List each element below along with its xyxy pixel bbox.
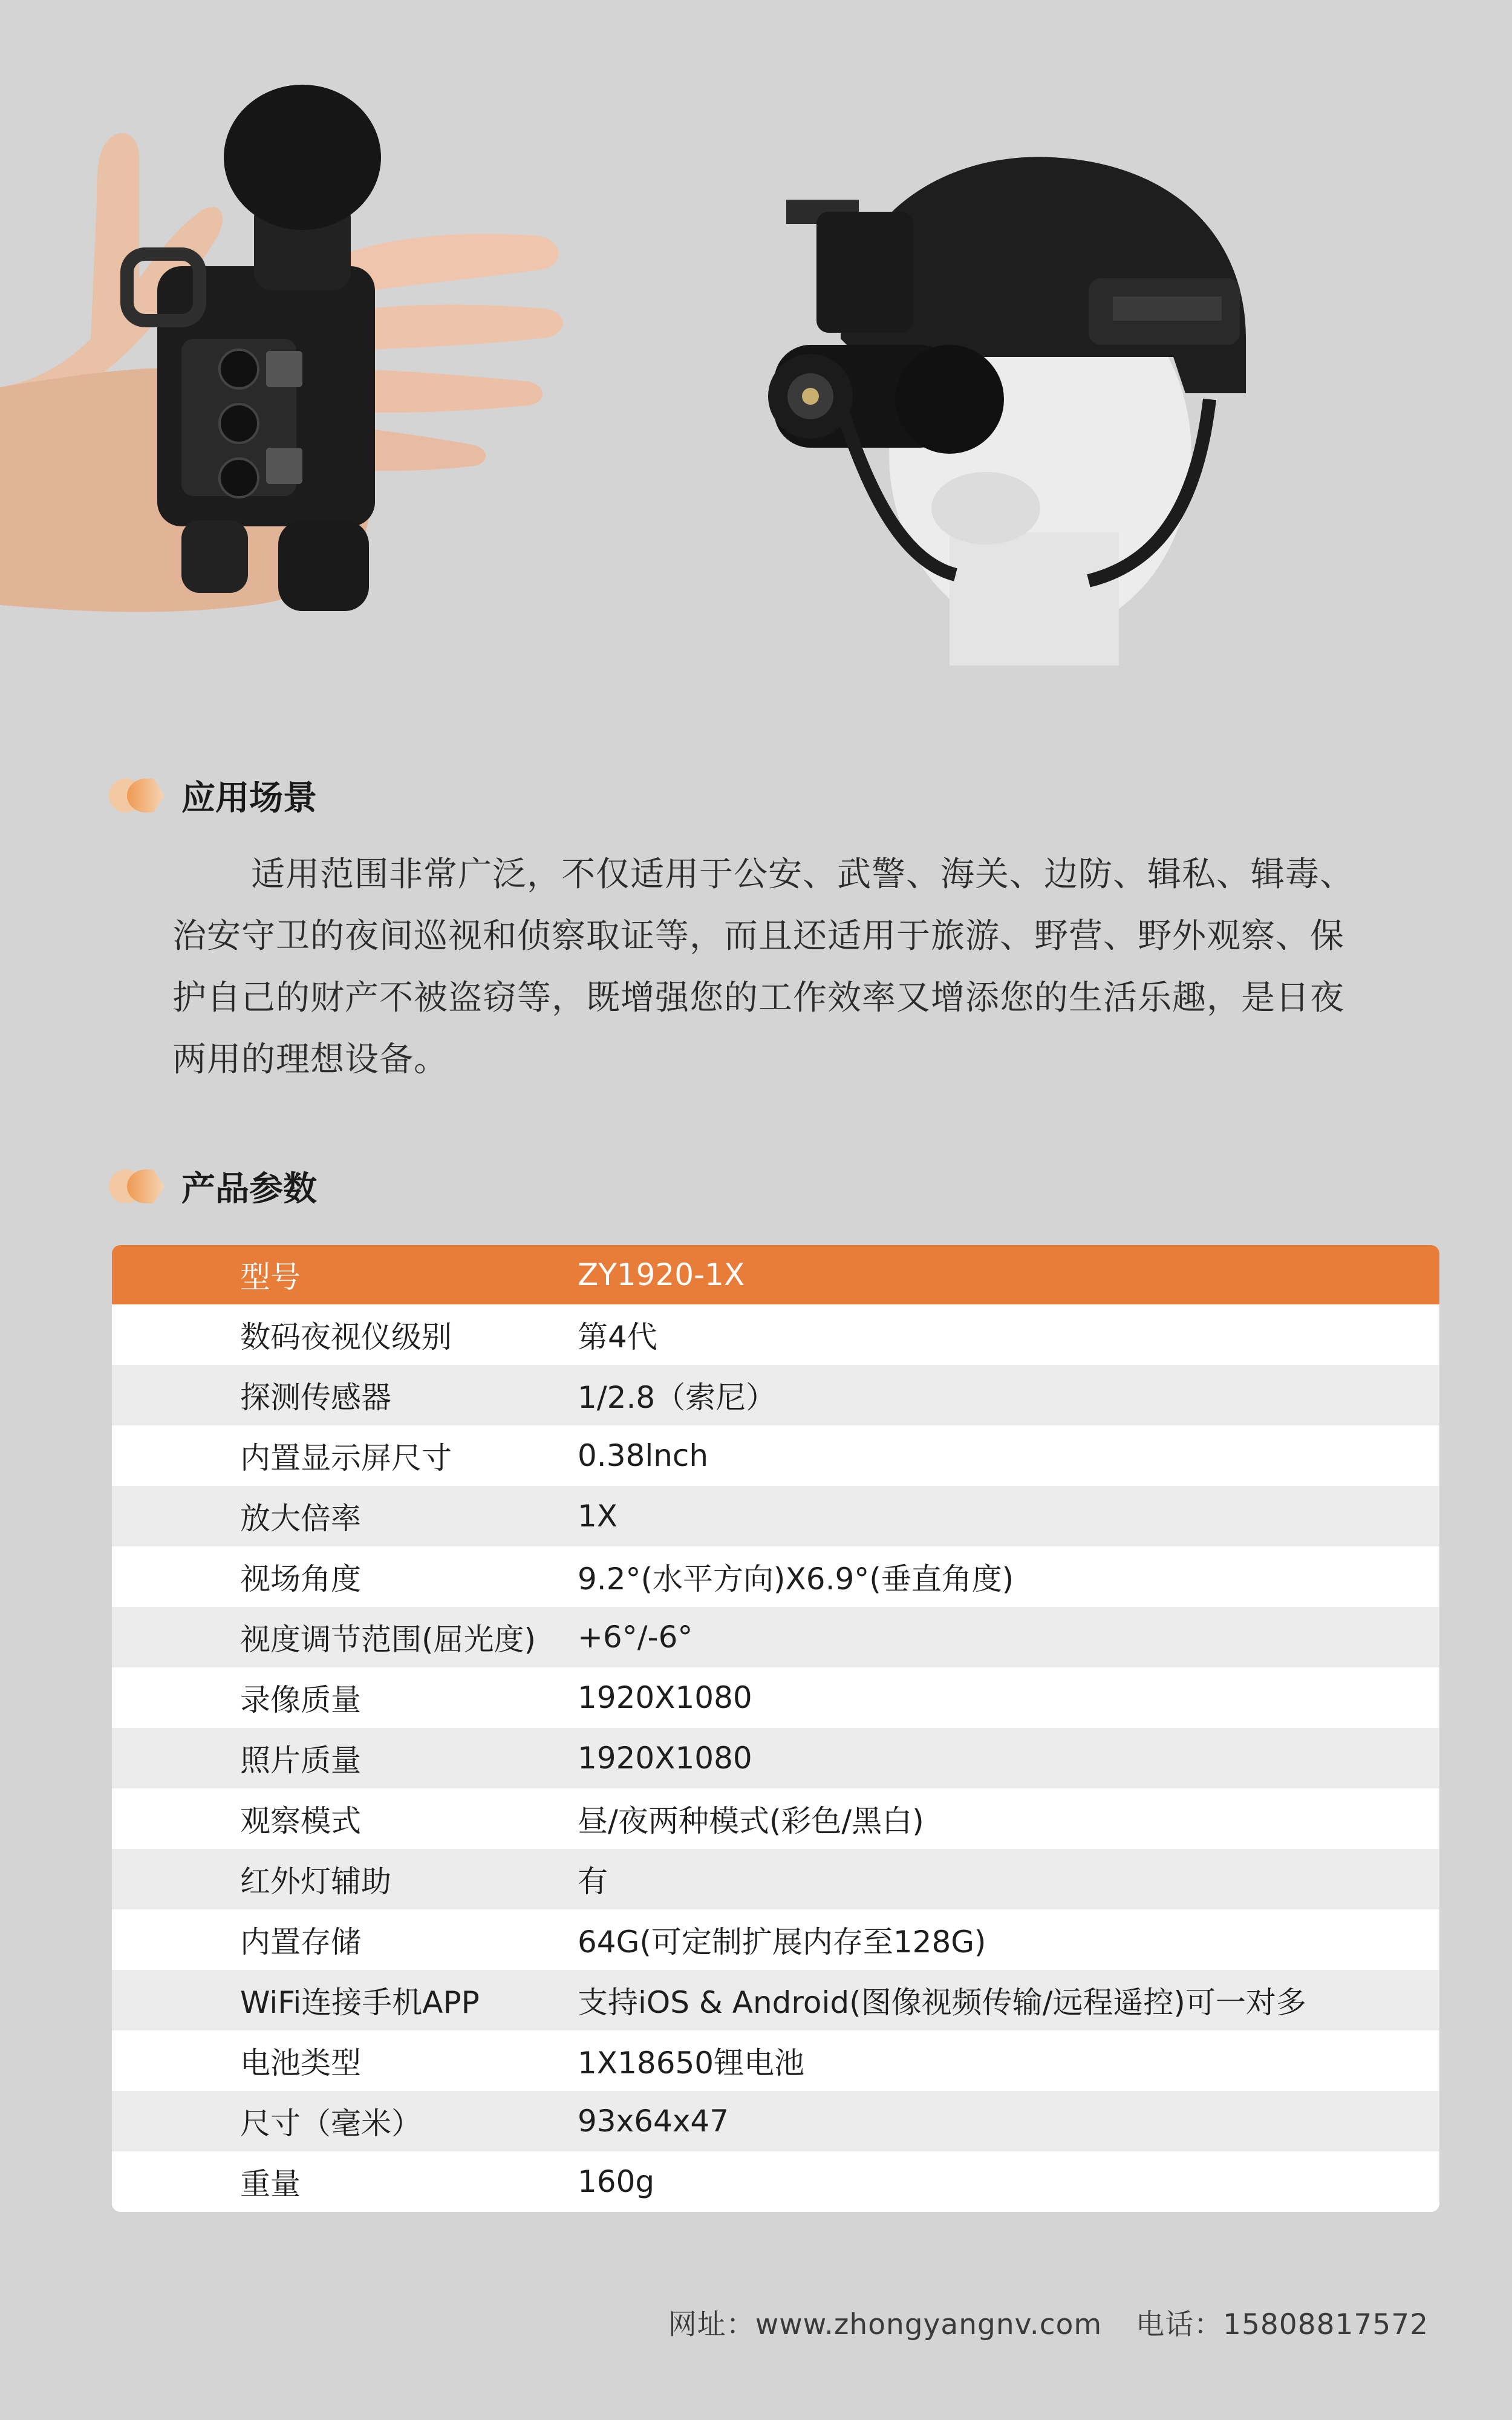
table-row: [112, 1788, 1439, 1849]
table-row: [112, 1970, 1439, 2030]
table-row: [112, 1546, 1439, 1607]
table-row: [112, 1909, 1439, 1970]
spec-value: 64G(可定制扩展内存至128G): [578, 1925, 986, 1960]
spec-header-label: 型号: [240, 1260, 301, 1295]
spec-label: 探测传感器: [240, 1380, 391, 1415]
orange-bullet-icon: [109, 779, 169, 813]
spec-value: 93x64x47: [578, 2104, 729, 2139]
spec-value: 支持iOS & Android(图像视频传输/远程遥控)可一对多: [578, 1985, 1306, 2020]
table-row: [112, 2151, 1439, 2212]
scene-title: 应用场景: [181, 779, 317, 818]
spec-label: 内置显示屏尺寸: [240, 1441, 452, 1476]
table-row: [112, 1486, 1439, 1546]
spec-label: 照片质量: [240, 1743, 361, 1778]
spec-value: 有: [578, 1864, 608, 1899]
spec-label: 放大倍率: [240, 1501, 361, 1536]
spec-label: 电池类型: [240, 2046, 361, 2081]
table-row: [112, 1849, 1439, 1909]
spec-value: 1X: [578, 1499, 618, 1534]
helmet-mounted-photo: [750, 139, 1270, 666]
table-row: [112, 1607, 1439, 1667]
spec-value: 第4代: [578, 1320, 657, 1355]
table-row: [112, 2030, 1439, 2091]
product-photos: [0, 0, 1512, 666]
spec-value: 1X18650锂电池: [578, 2046, 805, 2081]
scene-description: 适用范围非常广泛，不仅适用于公安、武警、海关、边防、辑私、辑毒、治安守卫的夜间巡视和侦察取证等，而且还适用于旅游、野营、野外观察、保护自己的财产不被盗窃等，既增强您的工作效率又增添您的生活乐趣，是日夜两用的理想设备。: [172, 855, 1354, 1079]
handheld-monocular-photo: [0, 85, 581, 617]
spec-label: WiFi连接手机APP: [240, 1985, 480, 2020]
spec-label: 尺寸（毫米）: [240, 2106, 422, 2141]
orange-bullet-icon: [109, 1169, 169, 1203]
scene-section-header: [109, 768, 317, 823]
spec-label: 录像质量: [240, 1683, 361, 1718]
spec-value: 1920X1080: [578, 1741, 752, 1776]
spec-label: 视场角度: [240, 1562, 361, 1597]
footer-contact: [668, 2302, 1429, 2343]
table-row: [112, 1304, 1439, 1365]
table-row: [112, 2091, 1439, 2151]
spec-header-value: ZY1920-1X: [578, 1257, 745, 1292]
spec-label: 数码夜视仪级别: [240, 1320, 452, 1355]
spec-label: 内置存储: [240, 1925, 361, 1960]
spec-table: [112, 1245, 1439, 2212]
spec-value: 1/2.8（索尼）: [578, 1380, 777, 1415]
footer-website: 网址：www.zhongyangnv.com: [668, 2308, 1103, 2341]
spec-label: 视度调节范围(屈光度): [240, 1622, 536, 1657]
spec-value: 1920X1080: [578, 1680, 752, 1715]
table-row: [112, 1365, 1439, 1425]
spec-value: +6°/-6°: [578, 1620, 693, 1655]
params-title: 产品参数: [181, 1169, 317, 1209]
spec-label: 重量: [240, 2167, 301, 2202]
table-row: [112, 1667, 1439, 1728]
params-section-header: [109, 1159, 317, 1214]
table-row: [112, 1728, 1439, 1788]
spec-table-header: [112, 1245, 1439, 1304]
spec-value: 9.2°(水平方向)X6.9°(垂直角度): [578, 1562, 1014, 1597]
footer-phone: 电话：15808817572: [1136, 2308, 1429, 2341]
spec-label: 红外灯辅助: [240, 1864, 391, 1899]
spec-label: 观察模式: [240, 1804, 361, 1839]
spec-value: 0.38lnch: [578, 1438, 709, 1473]
spec-value: 昼/夜两种模式(彩色/黑白): [578, 1804, 924, 1839]
spec-value: 160g: [578, 2164, 655, 2199]
table-row: [112, 1425, 1439, 1486]
